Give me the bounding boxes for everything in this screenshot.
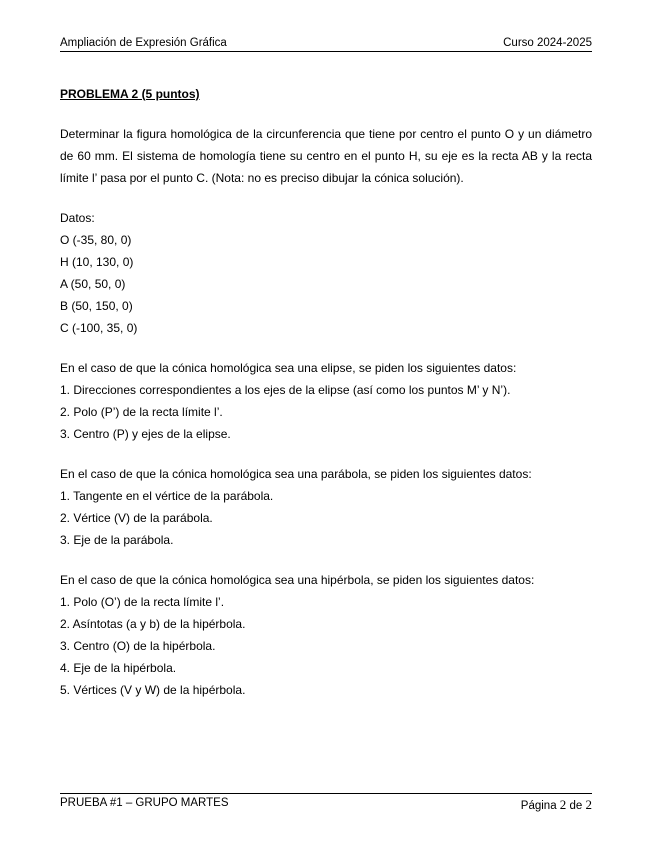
list-item: 3. Centro (P) y ejes de la elipse. xyxy=(60,427,231,441)
exam-group: PRUEBA #1 – GRUPO MARTES xyxy=(60,797,229,809)
elipse-intro: En el caso de que la cónica homológica sea una elipse, se piden los siguientes datos: xyxy=(60,361,517,375)
page-sep: de xyxy=(569,800,583,812)
list-item: 3. Eje de la parábola. xyxy=(60,533,174,547)
page-footer xyxy=(60,793,592,813)
elipse-block xyxy=(60,357,592,445)
point-o: O (-35, 80, 0) xyxy=(60,233,132,247)
page-header xyxy=(60,37,592,52)
course-year: Curso 2024-2025 xyxy=(503,37,592,49)
point-a: A (50, 50, 0) xyxy=(60,277,126,291)
list-item: 1. Tangente en el vértice de la parábola. xyxy=(60,489,274,503)
page-label: Página xyxy=(520,800,557,812)
page-content xyxy=(60,83,592,719)
point-b: B (50, 150, 0) xyxy=(60,299,133,313)
list-item: 5. Vértices (V y W) de la hipérbola. xyxy=(60,683,246,697)
datos-heading: Datos: xyxy=(60,211,95,225)
parabola-block xyxy=(60,463,592,551)
hiperbola-block xyxy=(60,569,592,701)
list-item: 3. Centro (O) de la hipérbola. xyxy=(60,639,216,653)
page-current: 2 xyxy=(559,797,567,812)
hiperbola-intro: En el caso de que la cónica homológica sea una hipérbola, se piden los siguientes datos: xyxy=(60,573,535,587)
list-item: 4. Eje de la hipérbola. xyxy=(60,661,177,675)
problem-statement: Determinar la figura homológica de la circunferencia que tiene por centro el punto O y un diámetro de 60 mm. El sistema de homología tiene su centro en el punto H, su eje es la recta AB y la recta límite l’ pasa por el punto C. (Nota: no es preciso dibujar la cónica solución). xyxy=(60,127,592,185)
list-item: 1. Polo (O’) de la recta límite l’. xyxy=(60,595,225,609)
parabola-intro: En el caso de que la cónica homológica sea una parábola, se piden los siguientes datos: xyxy=(60,467,532,481)
list-item: 2. Vértice (V) de la parábola. xyxy=(60,511,213,525)
list-item: 1. Direcciones correspondientes a los ejes de la elipse (así como los puntos M’ y N’). xyxy=(60,383,511,397)
point-h: H (10, 130, 0) xyxy=(60,255,134,269)
datos-block xyxy=(60,207,592,339)
problem-title: PROBLEMA 2 (5 puntos) xyxy=(60,87,200,101)
page-number xyxy=(521,797,592,813)
page-total: 2 xyxy=(585,797,592,812)
list-item: 2. Polo (P’) de la recta límite l’. xyxy=(60,405,223,419)
course-title: Ampliación de Expresión Gráfica xyxy=(60,37,227,49)
point-c: C (-100, 35, 0) xyxy=(60,321,138,335)
list-item: 2. Asíntotas (a y b) de la hipérbola. xyxy=(60,617,246,631)
